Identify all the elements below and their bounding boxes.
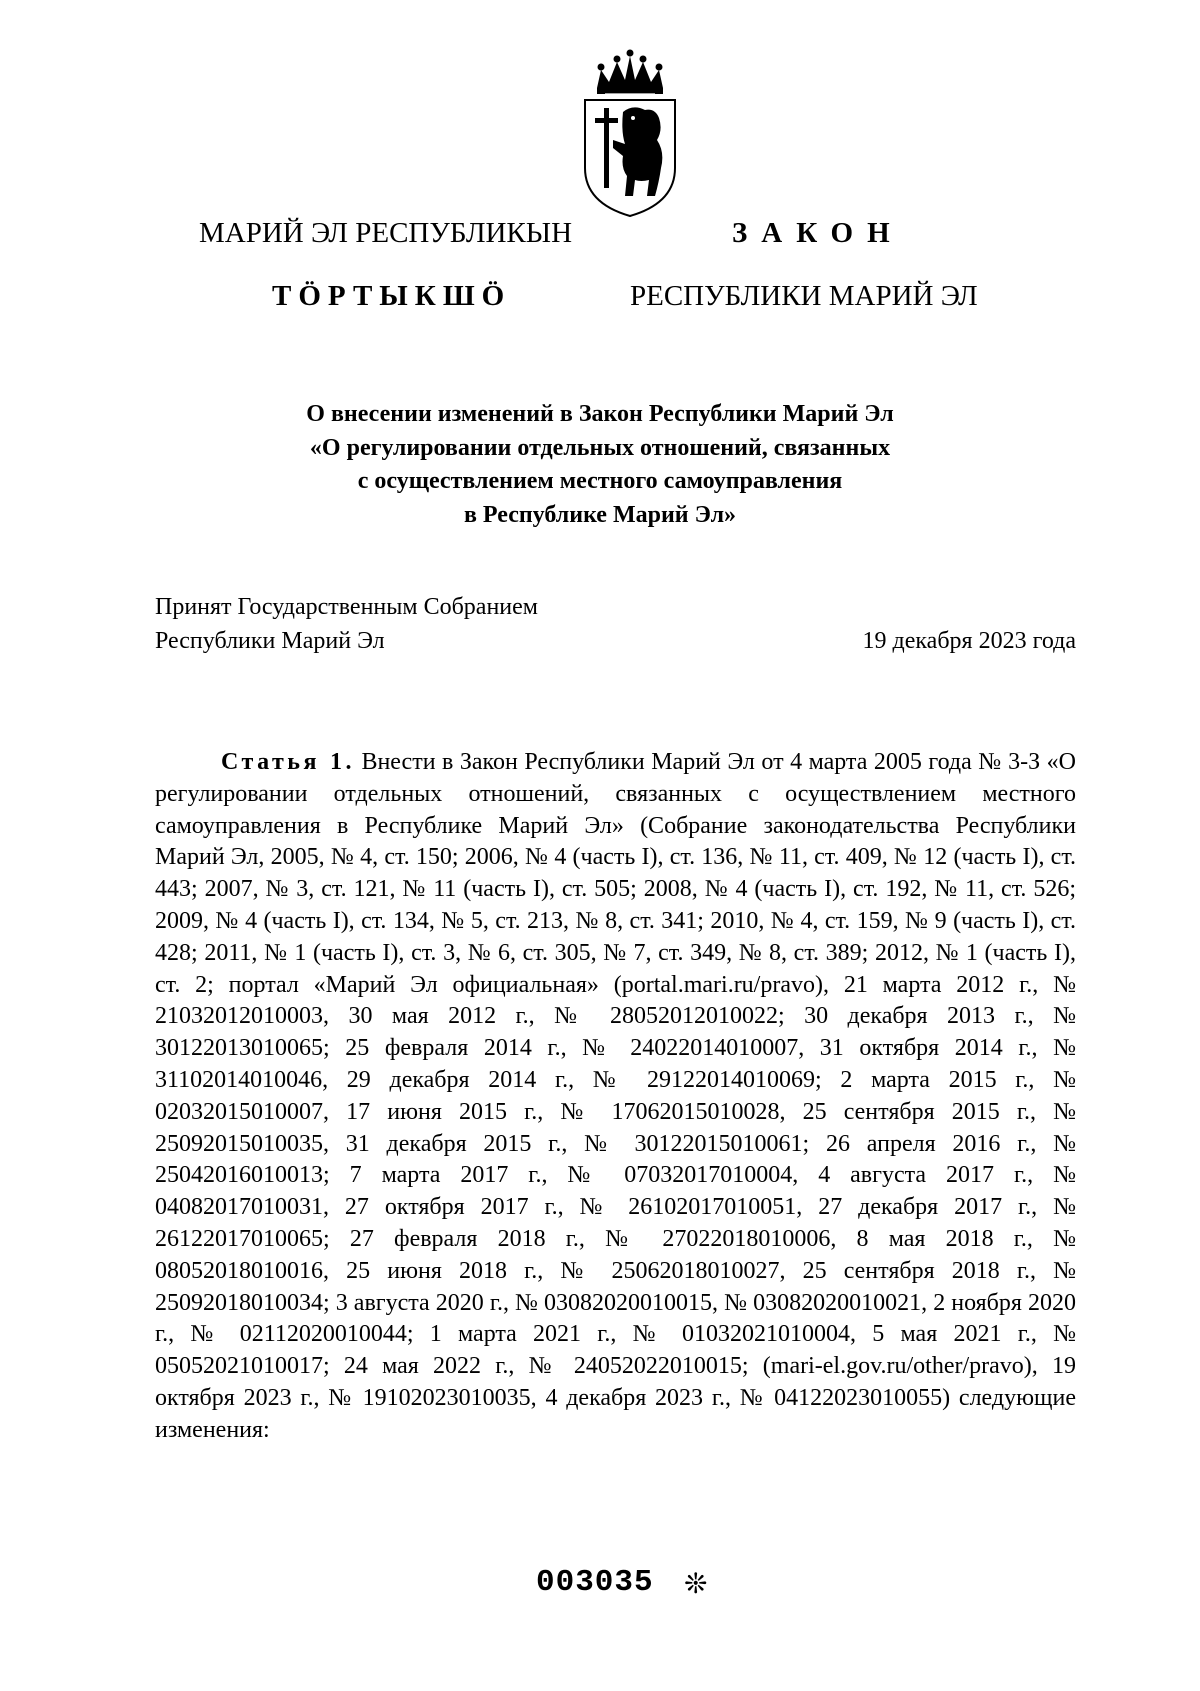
law-title [0, 398, 1200, 532]
law-title-line3: с осуществлением местного самоуправления [357, 468, 843, 494]
adoption-note [155, 590, 538, 658]
law-title-line2: «О регулировании отдельных отношений, связанных [309, 434, 891, 461]
header-right-line2: РЕСПУБЛИКИ МАРИЙ ЭЛ [630, 280, 978, 312]
article-1 [155, 747, 1076, 1447]
article-label: Статья 1. [221, 749, 355, 775]
header-left-line2: ТӦРТЫКШӦ [272, 280, 512, 312]
serial-number: 003035 [536, 1565, 654, 1600]
article-text: Внести в Закон Республики Марий Эл от 4 марта 2005 года № 3-З «О регулировании отдельных отношений, связанных с осуществлением местного самоуправления в Республике Марий Эл» (Собрание законодательства Республики Марий Эл, 2005, № 4, ст. 150; 2006, № 4 (часть I), ст. 136, № 11, ст. 409, № 12 (часть I), ст. 443; 2007, № 3, ст. 121, № 11 (часть I), ст. 505; 2008, № 4 (часть I), ст. 192, № 11, ст. 526; 2009, № 4 (часть I), ст. 134, № 5, ст. 213, № 8, ст. 341; 2010, № 4, ст. 159, № 9 (часть I), ст. 428; 2011, № 1 (часть I), ст. 3, № 6, ст. 305, № 7, ст. 349, № 8, ст. 389; 2012, № 1 (часть I), ст. 2; портал «Марий Эл официальная» (portal.mari.ru/pravo), 21 марта 2012 г., № 21032012010003, 30 мая 2012 г., № 28052012010022; 30 декабря 2013 г., № 30122013010065; 25 февраля 2014 г., № 24022014010007, 31 октября 2014 г., № 31102014010046, 29 декабря 2014 г., № 29122014010069; 2 марта 2015 г., № 02032015010007, 17 июня 2015 г., № 17062015010028, 25 сентября 2015 г., № 25092015010035, 31 декабря 2015 г., № 30122015010061; 26 апреля 2016 г., № 25042016010013; 7 марта 2017 г., № 07032017010004, 4 августа 2017 г., № 04082017010031, 27 октября 2017 г., № 26102017010051, 27 декабря 2017 г., № 26122017010065; 27 февраля 2018 г., № 27022018010006, 8 мая 2018 г., № 08052018010016, 25 июня 2018 г., № 25062018010027, 25 сентября 2018 г., № 25092018010034; 3 августа 2020 г., № 03082020010015, № 03082020010021, 2 ноября 2020 г., № 02112020010044; 1 марта 2021 г., № 01032021010004, 5 мая 2021 г., № 05052021010017; 24 мая 2022 г., № 24052022010015; (mari-el.gov.ru/other/pravo), 19 октября 2023 г., № 19102023010035, 4 декабря 2023 г., № 04122023010055) следующие изменения: [155, 749, 1077, 1443]
ornament-mark: ❊ [684, 1569, 708, 1600]
adoption-date: 19 декабря 2023 года [862, 628, 1076, 654]
coat-of-arms-emblem [575, 48, 685, 220]
law-title-line1: О внесении изменений в Закон Республики Марий Эл [306, 401, 894, 427]
law-title-line4: в Республике Марий Эл» [463, 501, 737, 528]
adoption-line1: Принят Государственным Собранием [155, 594, 538, 620]
adoption-line2: Республики Марий Эл [155, 628, 385, 654]
header-right-line1: ЗАКОН [732, 217, 904, 249]
header-left-line1: МАРИЙ ЭЛ РЕСПУБЛИКЫН [199, 217, 573, 249]
